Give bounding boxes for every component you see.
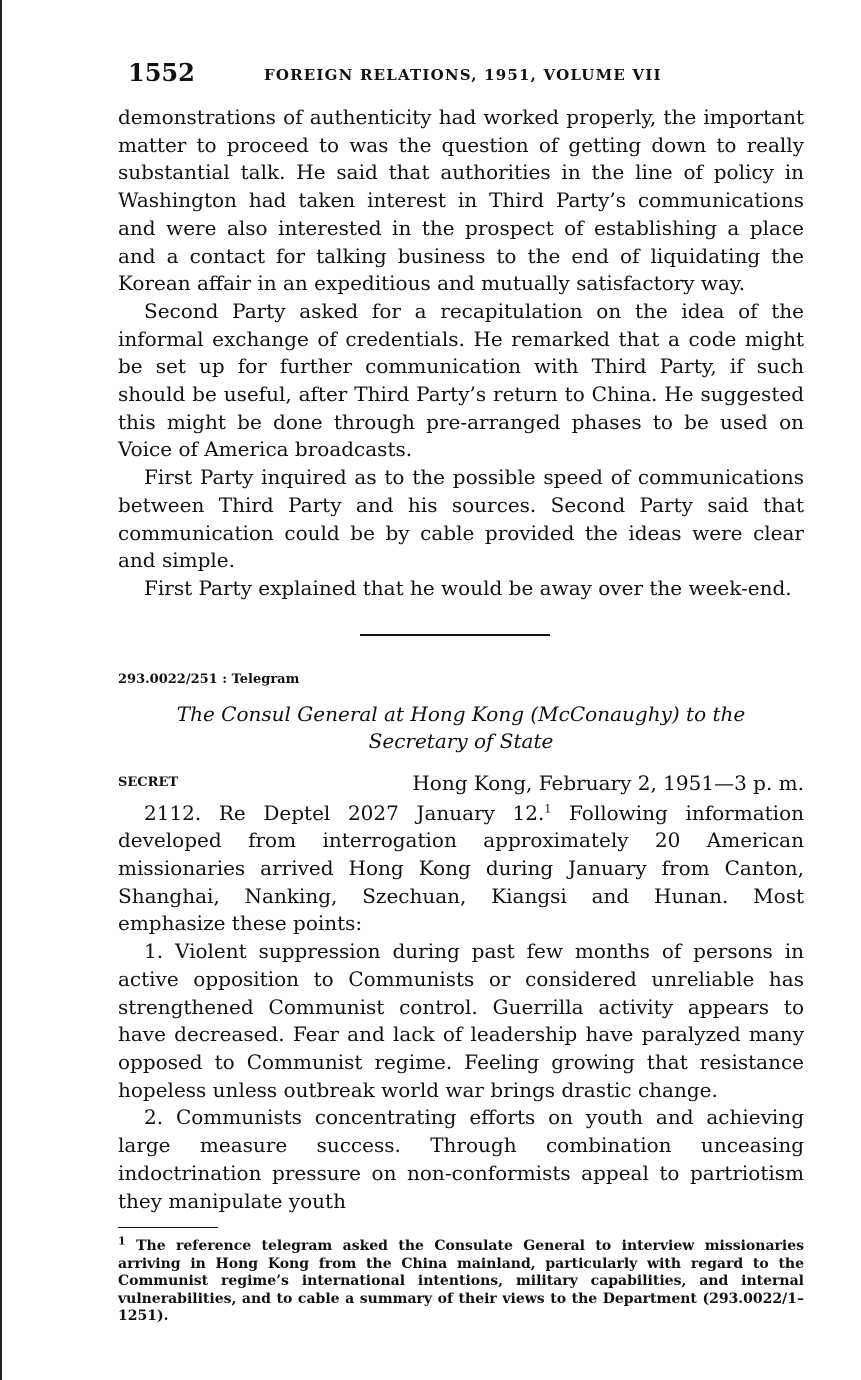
scan-edge-line: [0, 0, 2, 1380]
document-title-line1: The Consul General at Hong Kong (McConaughy) to the: [176, 701, 746, 726]
paragraph-first-party-weekend: First Party explained that he would be away over the week-end.: [144, 575, 792, 600]
paragraph-second-party: Second Party asked for a recapitulation on the idea of the informal exchange of credentials. He remarked that a code might be set up for further communication with Third Party, if such should be useful, after Third Party’s return to China. He suggested this might be done through pre-arranged phases to be used on Voice of America broadcasts.: [118, 298, 804, 462]
telegram-point-1: 1. Violent suppression during past few months of persons in active opposition to Communists or considered unreliable has strengthened Communist control. Guerrilla activity appears to have decreased. Fear and lack of leadership have paralyzed many opposed to Communist regime. Feeling growing that resistance hopeless unless outbreak world war brings drastic change.: [118, 939, 804, 1102]
divider-rule: [360, 634, 550, 636]
footnote-marker: 1: [118, 1234, 126, 1248]
document-title-line2: Secretary of State: [368, 728, 554, 753]
paragraph-first-party-inquiry: First Party inquired as to the possible speed of communications between Third Party and his sources. Second Party said that communication could be by cable provided the ideas were clear and simple.: [118, 465, 804, 573]
footnote-text: The reference telegram asked the Consulate General to interview missionaries arriving in Hong Kong from the China mainland, particularly with regard to the Communist regime’s international intentions, military capabilities, and internal vulnerabilities, and to cable a summary of their views to the Department (293.0022/1–1251).: [118, 1238, 805, 1325]
telegram-paragraph-rest: Following information developed from interrogation approximately 20 American missionaries arrived Hong Kong during January from Canton, Shanghai, Nanking, Szechuan, Kiangsi and Hunan. Most emphasize these points:: [118, 800, 804, 936]
document-title: [118, 701, 804, 755]
document-id: 293.0022/251 : Telegram: [118, 671, 300, 687]
page-body: [118, 104, 804, 1326]
telegram-point-2: 2. Communists concentrating efforts on youth and achieving large measure success. Through combination unceasing indoctrination pressure on non-conformists appeal to partriotism they manipulate youth: [118, 1105, 804, 1213]
telegram-paragraph-2112: [118, 800, 804, 939]
classification-label: SECRET: [118, 774, 179, 790]
running-head: FOREIGN RELATIONS, 1951, VOLUME VII: [264, 66, 662, 84]
paragraph-continued: demonstrations of authenticity had worked properly, the important matter to proceed to was the question of getting down to really substantial talk. He said that authorities in the line of policy in Washington had taken interest in Third Party’s communications and were also interested in the prospect of establishing a place and a contact for talking business to the end of liquidating the Korean affair in an expeditious and mutually satisfactory way.: [118, 105, 804, 296]
section-divider: [118, 603, 804, 671]
telegram-paragraph-start: 2112. Re Deptel 2027 January 12.: [144, 800, 545, 825]
page-number: 1552: [128, 58, 195, 87]
dateline-row: [118, 770, 804, 800]
dateline: Hong Kong, February 2, 1951—3 p. m.: [412, 770, 804, 795]
footnote-reference: 1: [544, 802, 552, 815]
page-header: [128, 58, 808, 92]
footnote-rule: [118, 1227, 218, 1228]
footnote: [118, 1234, 805, 1326]
